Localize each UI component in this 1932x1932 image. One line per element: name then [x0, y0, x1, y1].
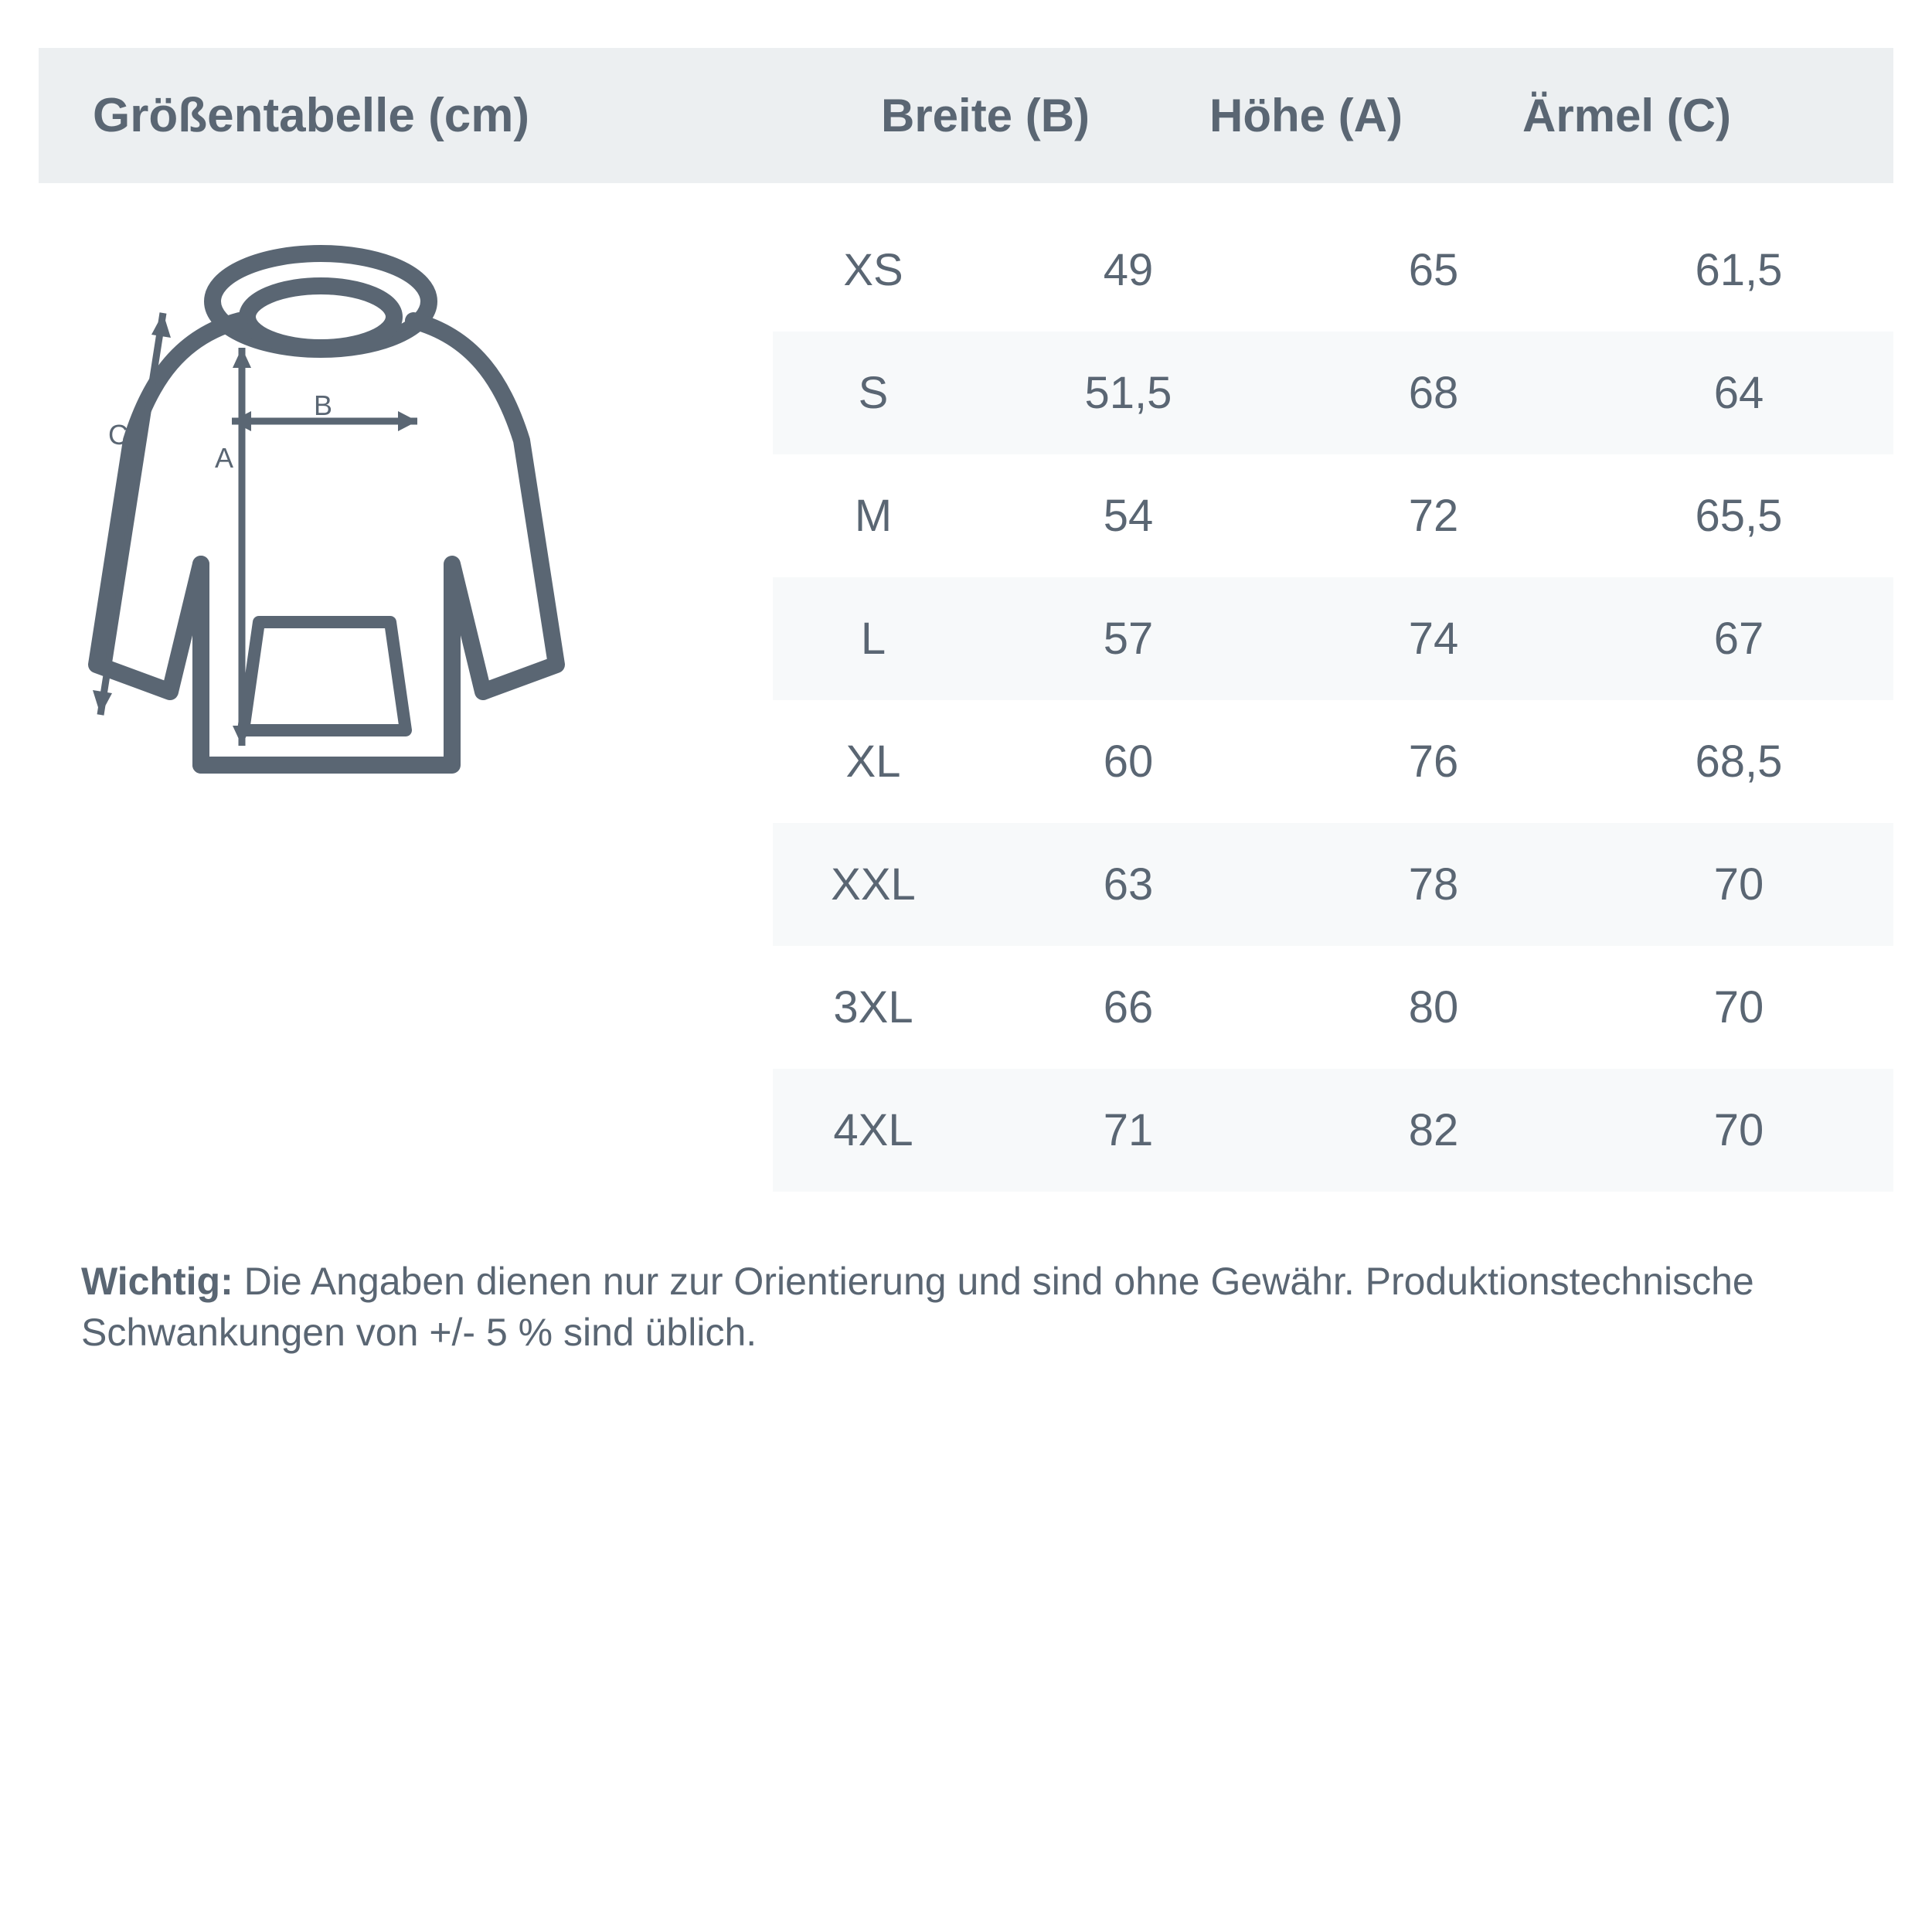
- disclaimer-note: [81, 1256, 1882, 1358]
- table-row: [773, 700, 1893, 823]
- disclaimer-lead: Wichtig:: [81, 1260, 233, 1303]
- column-header-width: Breite (B): [880, 90, 1090, 141]
- cell-sleeve: 70: [1713, 982, 1764, 1032]
- cell-size: S: [858, 368, 889, 418]
- cell-width: 60: [1103, 736, 1154, 787]
- cell-width: 57: [1103, 614, 1154, 664]
- table-row: [773, 946, 1893, 1069]
- cell-sleeve: 68,5: [1695, 736, 1783, 787]
- cell-size: 4XL: [833, 1105, 913, 1155]
- dimension-c-label: C: [108, 419, 128, 451]
- table-row: [773, 454, 1893, 577]
- cell-width: 51,5: [1084, 368, 1172, 418]
- header-band: [39, 48, 1893, 183]
- disclaimer-text: Die Angaben dienen nur zur Orientierung und sind ohne Gewähr. Produktionstechnische Schwankungen von +/- 5 % sind üblich.: [81, 1260, 1754, 1354]
- cell-size: 3XL: [833, 982, 913, 1032]
- cell-height: 78: [1408, 859, 1459, 910]
- column-header-height: Höhe (A): [1209, 90, 1403, 141]
- cell-width: 71: [1103, 1105, 1154, 1155]
- cell-width: 49: [1103, 245, 1154, 295]
- hoodie-diagram: [66, 232, 761, 811]
- cell-width: 54: [1103, 491, 1154, 541]
- cell-height: 80: [1408, 982, 1459, 1032]
- cell-height: 65: [1408, 245, 1459, 295]
- table-row: [773, 823, 1893, 946]
- cell-size: L: [860, 614, 886, 664]
- table-row: [773, 332, 1893, 454]
- dimension-b-label: B: [313, 389, 333, 421]
- size-table: [773, 209, 1893, 1192]
- cell-height: 68: [1408, 368, 1459, 418]
- cell-size: M: [854, 491, 893, 541]
- dimension-a-label: A: [214, 442, 234, 474]
- cell-sleeve: 70: [1713, 859, 1764, 910]
- cell-size: XXL: [831, 859, 916, 910]
- cell-height: 82: [1408, 1105, 1459, 1155]
- cell-sleeve: 61,5: [1695, 245, 1783, 295]
- cell-sleeve: 70: [1713, 1105, 1764, 1155]
- cell-height: 74: [1408, 614, 1459, 664]
- table-row: [773, 1069, 1893, 1192]
- table-row: [773, 209, 1893, 332]
- cell-height: 72: [1408, 491, 1459, 541]
- cell-size: XL: [845, 736, 901, 787]
- cell-sleeve: 65,5: [1695, 491, 1783, 541]
- cell-sleeve: 67: [1713, 614, 1764, 664]
- cell-width: 66: [1103, 982, 1154, 1032]
- column-header-sleeve: Ärmel (C): [1522, 90, 1732, 141]
- table-row: [773, 577, 1893, 700]
- page-title: Größentabelle (cm): [93, 89, 529, 142]
- cell-sleeve: 64: [1713, 368, 1764, 418]
- column-headers: [819, 48, 1932, 183]
- cell-width: 63: [1103, 859, 1154, 910]
- hoodie-pocket-icon: [243, 622, 406, 730]
- cell-height: 76: [1408, 736, 1459, 787]
- cell-size: XS: [843, 245, 903, 295]
